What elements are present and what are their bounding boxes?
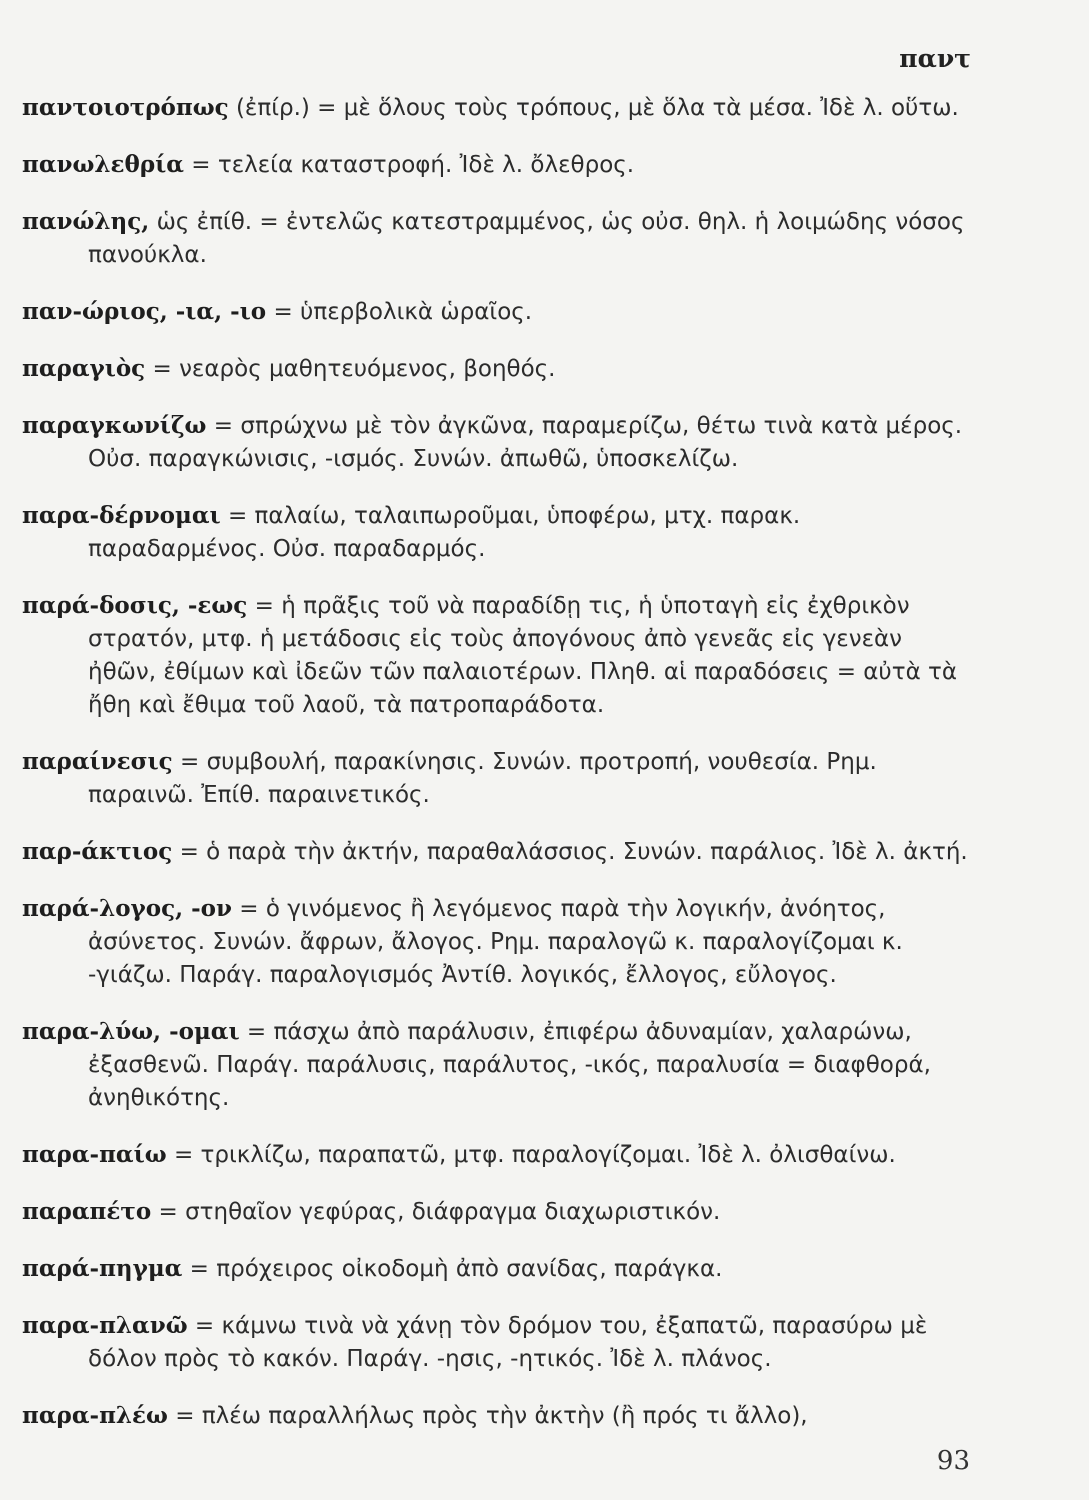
definition: = συμβουλή, παρακίνησις. Συνών. προτροπή, νουθεσία. Ρημ. παραινῶ. Ἐπίθ. παραινετικός. xyxy=(88,749,877,808)
headword: παρά-λογος, -ον xyxy=(22,895,232,922)
definition: = ὁ γινόμενος ἢ λεγόμενος παρὰ τὴν λογικήν, ἀνόητος, ἀσύνετος. Συνών. ἄφρων, ἄλογος. Ρημ. παραλογῶ κ. παραλογίζομαι κ. -γιάζω. Παράγ. παραλογισμός Ἀντίθ. λογικός, ἔλλογος, εὔλογος. xyxy=(88,896,903,988)
headword: παρά-δοσις, -εως xyxy=(22,592,248,619)
definition: = παλαίω, ταλαιπωροῦμαι, ὑποφέρω, μτχ. παρακ. παραδαρμένος. Οὐσ. παραδαρμός. xyxy=(88,503,801,562)
definition: = πλέω παραλλήλως πρὸς τὴν ἀκτὴν (ἢ πρός τι ἄλλο), xyxy=(167,1403,808,1429)
dictionary-entry xyxy=(22,589,970,722)
headword: παρα-πλανῶ xyxy=(22,1312,188,1339)
dictionary-entry xyxy=(22,1015,970,1115)
headword: παντοιοτρόπως xyxy=(22,94,229,121)
definition: = πάσχω ἀπὸ παράλυσιν, ἐπιφέρω ἀδυναμίαν, χαλαρώνω, ἐξασθενῶ. Παράγ. παράλυσις, παράλυτος, -ικός, παραλυσία = διαφθορά, ἀνηθικότης. xyxy=(88,1019,931,1111)
dictionary-entry xyxy=(22,1399,970,1433)
page-number: 93 xyxy=(936,1446,970,1476)
definition: = στηθαῖον γεφύρας, διάφραγμα διαχωριστικόν. xyxy=(151,1199,721,1225)
dictionary-entry xyxy=(22,1309,970,1376)
dictionary-entry xyxy=(22,205,970,272)
headword: πανωλεθρία xyxy=(22,151,184,178)
dictionary-entry xyxy=(22,352,970,386)
dictionary-entry xyxy=(22,409,970,476)
definition: = κάμνω τινὰ νὰ χάνῃ τὸν δρόμον του, ἐξαπατῶ, παρασύρω μὲ δόλον πρὸς τὸ κακόν. Παράγ. -ησις, -ητικός. Ἰδὲ λ. πλάνος. xyxy=(88,1313,928,1372)
headword: πανώλης, xyxy=(22,208,150,235)
entry-list xyxy=(22,68,970,1476)
dictionary-entry xyxy=(22,295,970,329)
dictionary-entry xyxy=(22,835,970,869)
dictionary-entry xyxy=(22,148,970,182)
headword: παν-ώριος, -ια, -ιο xyxy=(22,298,267,325)
definition: = πρόχειρος οἰκοδομὴ ἀπὸ σανίδας, παράγκα. xyxy=(182,1256,723,1282)
headword: παρ-άκτιος xyxy=(22,838,173,865)
dictionary-entry xyxy=(22,892,970,992)
headword: παρα-παίω xyxy=(22,1141,167,1168)
headword: παραγιὸς xyxy=(22,355,146,382)
definition: = τρικλίζω, παραπατῶ, μτφ. παραλογίζομαι. Ἰδὲ λ. ὀλισθαίνω. xyxy=(166,1142,896,1168)
definition: = τελεία καταστροφή. Ἰδὲ λ. ὄλεθρος. xyxy=(183,152,635,178)
headword: παραίνεσις xyxy=(22,748,173,775)
definition: = σπρώχνω μὲ τὸν ἀγκῶνα, παραμερίζω, θέτω τινὰ κατὰ μέρος. Οὐσ. παραγκώνισις, -ισμός. Συνών. ἀπωθῶ, ὑποσκελίζω. xyxy=(88,413,963,472)
headword: παρα-πλέω xyxy=(22,1402,168,1429)
definition: (ἐπίρ.) = μὲ ὅλους τοὺς τρόπους, μὲ ὅλα τὰ μέσα. Ἰδὲ λ. οὕτω. xyxy=(228,95,959,121)
dictionary-entry xyxy=(22,1138,970,1172)
headword: παραπέτο xyxy=(22,1198,152,1225)
running-head: παντ xyxy=(899,44,971,73)
definition: = ὁ παρὰ τὴν ἀκτήν, παραθαλάσσιος. Συνών. παράλιος. Ἰδὲ λ. ἀκτή. xyxy=(172,839,968,865)
dictionary-entry xyxy=(22,1252,970,1286)
definition: = ἡ πρᾶξις τοῦ νὰ παραδίδῃ τις, ἡ ὑποταγὴ εἰς ἐχθρικὸν στρατόν, μτφ. ἡ μετάδοσις εἰς τοὺς ἀπογόνους ἀπὸ γενεᾶς εἰς γενεὰν ἠθῶν, ἐθίμων καὶ ἰδεῶν τῶν παλαιοτέρων. Πληθ. αἱ παραδόσεις = αὐτὰ τὰ ἤθη καὶ ἔθιμα τοῦ λαοῦ, τὰ πατροπαράδοτα. xyxy=(88,593,958,718)
dictionary-entry xyxy=(22,745,970,812)
dictionary-entry xyxy=(22,1195,970,1229)
definition: = νεαρὸς μαθητευόμενος, βοηθός. xyxy=(145,356,556,382)
definition: = ὑπερβολικὰ ὡραῖος. xyxy=(266,299,533,325)
dictionary-entry xyxy=(22,91,970,125)
headword: παραγκωνίζω xyxy=(22,412,207,439)
headword: παρα-δέρνομαι xyxy=(22,502,221,529)
definition: ὡς ἐπίθ. = ἐντελῶς κατεστραμμένος, ὡς οὐσ. θηλ. ἡ λοιμώδης νόσος πανούκλα. xyxy=(88,209,965,268)
dictionary-entry xyxy=(22,499,970,566)
headword: παρα-λύω, -ομαι xyxy=(22,1018,240,1045)
headword: παρά-πηγμα xyxy=(22,1255,183,1282)
footer xyxy=(22,1446,970,1476)
